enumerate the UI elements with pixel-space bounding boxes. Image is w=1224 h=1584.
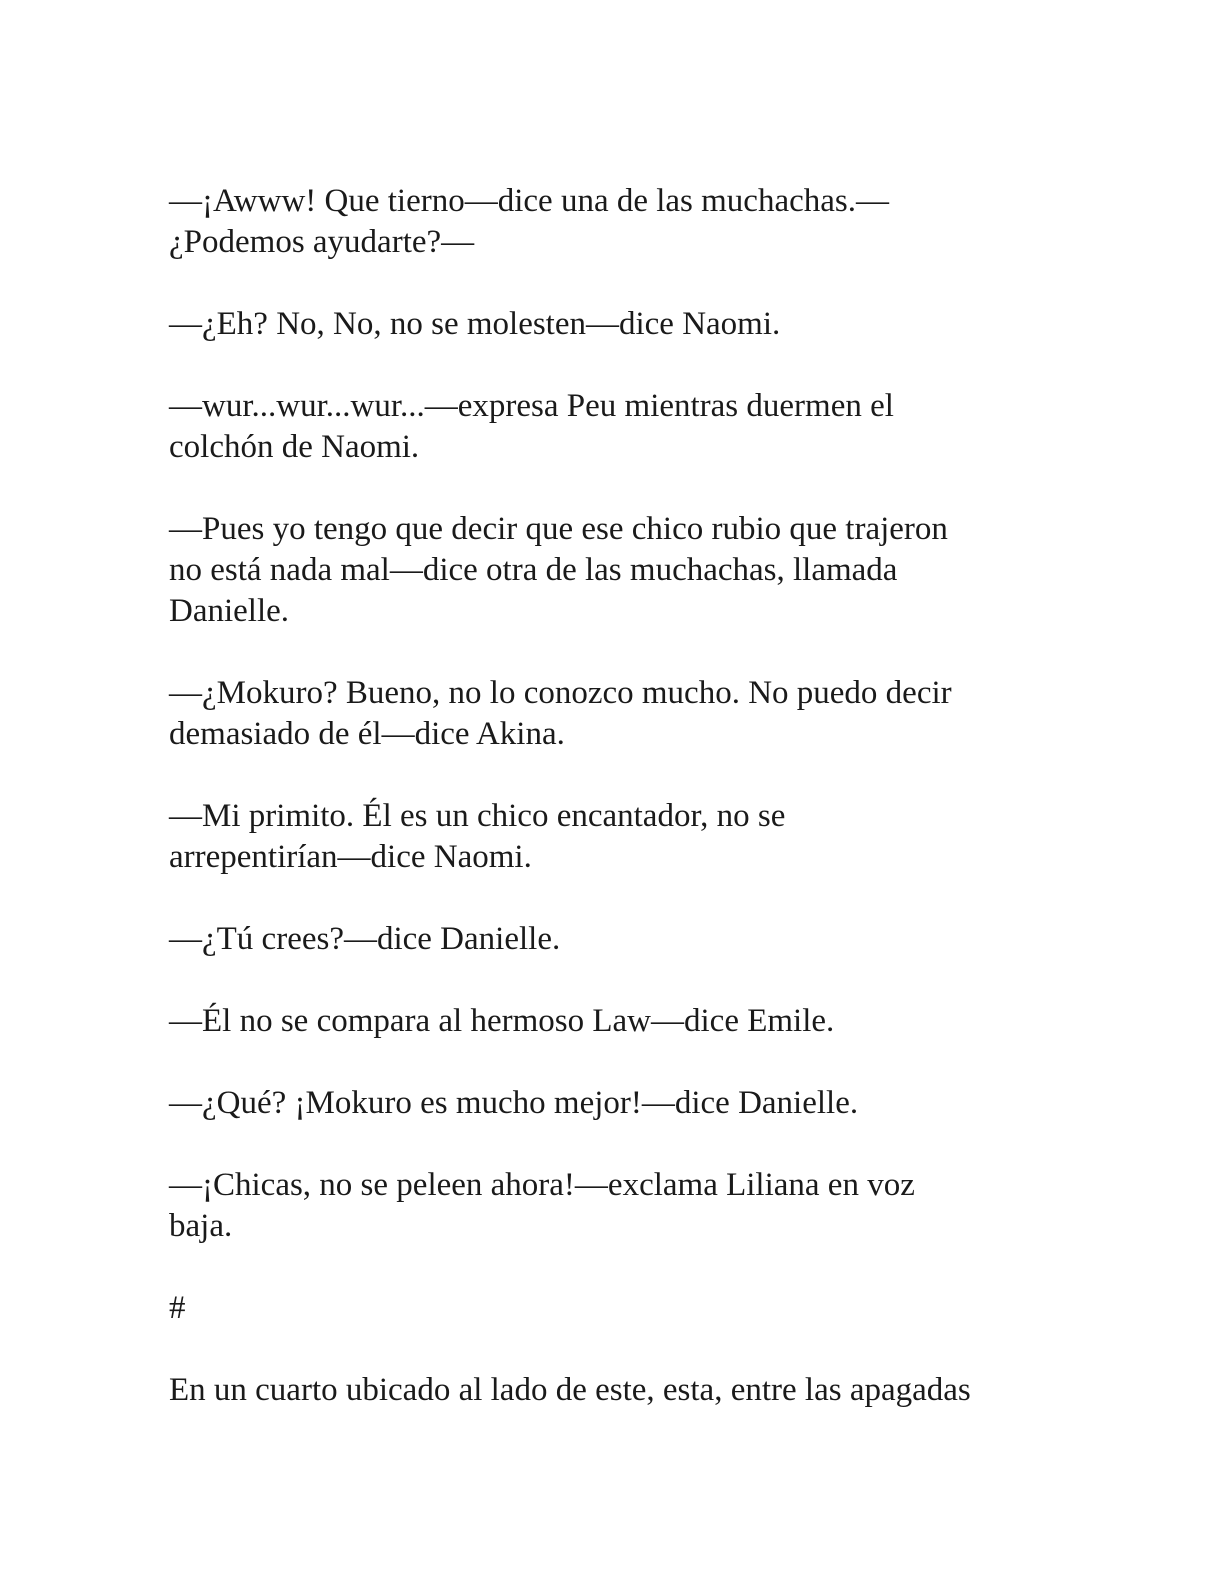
text-line: —¿Qué? ¡Mokuro es mucho mejor!—dice Danielle.	[169, 1085, 859, 1121]
paragraph	[169, 1370, 1049, 1411]
text-line: arrepentirían—dice Naomi.	[169, 839, 532, 875]
text-line: no está nada mal—dice otra de las muchachas, llamada	[169, 552, 898, 588]
section-break	[169, 1288, 1049, 1329]
text-line: —wur...wur...wur...—expresa Peu mientras duermen el	[169, 388, 894, 424]
text-line: demasiado de él—dice Akina.	[169, 716, 565, 752]
text-line: ¿Podemos ayudarte?—	[169, 224, 475, 260]
paragraph	[169, 181, 1049, 263]
scene-separator: #	[169, 1290, 186, 1326]
text-line: colchón de Naomi.	[169, 429, 420, 465]
paragraph	[169, 1165, 1049, 1247]
text-line: —Mi primito. Él es un chico encantador, no se	[169, 798, 786, 834]
paragraph	[169, 673, 1049, 755]
text-line: —¿Eh? No, No, no se molesten—dice Naomi.	[169, 306, 781, 342]
text-line: —Pues yo tengo que decir que ese chico rubio que trajeron	[169, 511, 948, 547]
text-line: baja.	[169, 1208, 233, 1244]
paragraph	[169, 919, 1049, 960]
paragraph	[169, 386, 1049, 468]
text-line: —¿Mokuro? Bueno, no lo conozco mucho. No puedo decir	[169, 675, 952, 711]
body-text	[169, 181, 1049, 1452]
text-line: —Él no se compara al hermoso Law—dice Emile.	[169, 1003, 835, 1039]
text-line: —¡Chicas, no se peleen ahora!—exclama Liliana en voz	[169, 1167, 915, 1203]
text-line: —¡Awww! Que tierno—dice una de las muchachas.—	[169, 183, 889, 219]
text-line: Danielle.	[169, 593, 290, 629]
text-line: En un cuarto ubicado al lado de este, esta, entre las apagadas	[169, 1372, 971, 1408]
text-line: —¿Tú crees?—dice Danielle.	[169, 921, 561, 957]
paragraph	[169, 1001, 1049, 1042]
paragraph	[169, 509, 1049, 632]
paragraph	[169, 304, 1049, 345]
paragraph	[169, 796, 1049, 878]
paragraph	[169, 1083, 1049, 1124]
